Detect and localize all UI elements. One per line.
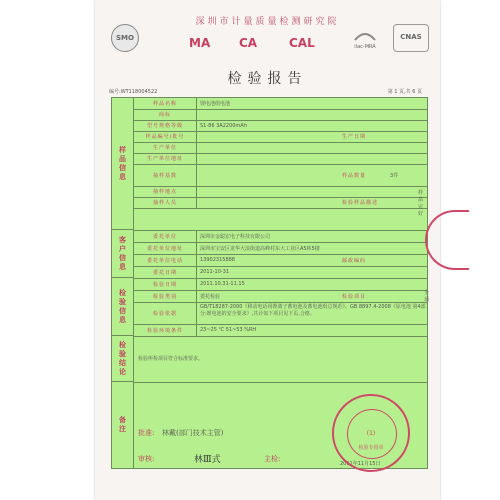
row-model: 型号规格等级 S1-86 3A2200mAh — [134, 120, 427, 132]
page-indicator: 第 1 页,共 6 页 — [387, 89, 422, 95]
row-sample-name: 样品名称 锂电池组电池 — [134, 98, 427, 110]
row-spacer — [134, 208, 427, 231]
row-signoff: 批准: 林戴(部门技术主管) 审核: 林Ⅲ式 主检: 2011年11月15日 — [138, 429, 381, 467]
row-client-name: 委托单位 深圳市金聪宏电子科技有限公司 — [134, 230, 427, 243]
institute-name: 深圳市计量质量检测研究院 — [195, 17, 340, 27]
row-receive-date: 委托日期 2011-10-31 — [134, 266, 427, 279]
inspection-seal-icon: (1) 检验专用章 — [332, 394, 410, 472]
report-title: 检验报告 — [227, 71, 308, 87]
cal-mark-icon: CAL — [289, 36, 315, 50]
row-environment: 检验环境条件 23~25 ℃ 51~53 %RH — [134, 324, 427, 337]
section-conclusion: 检验结论 — [112, 336, 134, 382]
row-trademark: 商标 — [134, 109, 427, 121]
row-sample-no: 样品编号/批号 生产日期 — [134, 131, 427, 143]
row-client-address: 委托单位地址 深圳市宝安区龙华大浪街道高峰村东大工业区A5栋5楼 — [134, 242, 427, 255]
section-client: 客户信息 — [112, 230, 134, 278]
ma-mark-icon: MA — [189, 36, 211, 50]
report-form — [111, 97, 428, 469]
row-sampler: 抽样人员 检验样品描述 样品完好 — [134, 197, 427, 209]
signature: 林Ⅲ式 — [194, 455, 221, 465]
row-test-type: 检验类别 委托检验 检验项目 全项 — [134, 290, 427, 303]
cnas-logo-icon: CNAS — [393, 24, 429, 52]
report-page — [95, 0, 440, 500]
section-sample: 样品信息 — [112, 98, 134, 230]
section-test: 检验信息 — [112, 278, 134, 336]
report-number: 编号:WT118004522 — [109, 89, 158, 95]
smo-logo-icon: SMO — [111, 24, 139, 52]
ca-mark-icon: CA — [239, 36, 258, 50]
row-test-basis: 检验依据 GB/T18287-2000《移动电话用锂离子蓄电池及蓄电池组总规范》、GB 8897.4-2008《原电池 第4部分:锂电池的安全要求》,共计如下项目见下页,合格。 — [134, 302, 427, 325]
row-conclusion: 检验所检项目符合标准要求。 — [134, 336, 427, 383]
row-sampling-place: 抽样地点 — [134, 186, 427, 198]
row-manufacturer: 生产单位 — [134, 142, 427, 154]
section-remark: 备注 — [112, 382, 134, 468]
row-client-phone: 委托单位电话 13902315888 邮政编码 — [134, 254, 427, 267]
ilac-logo-icon: ilac-MRA — [345, 30, 385, 52]
row-sampling-base: 抽样基数 样品数量 3件 — [134, 164, 427, 187]
row-manufacturer-address: 生产单位地址 — [134, 153, 427, 165]
row-test-date: 检验日期 2011.10.31-11.15 — [134, 278, 427, 291]
